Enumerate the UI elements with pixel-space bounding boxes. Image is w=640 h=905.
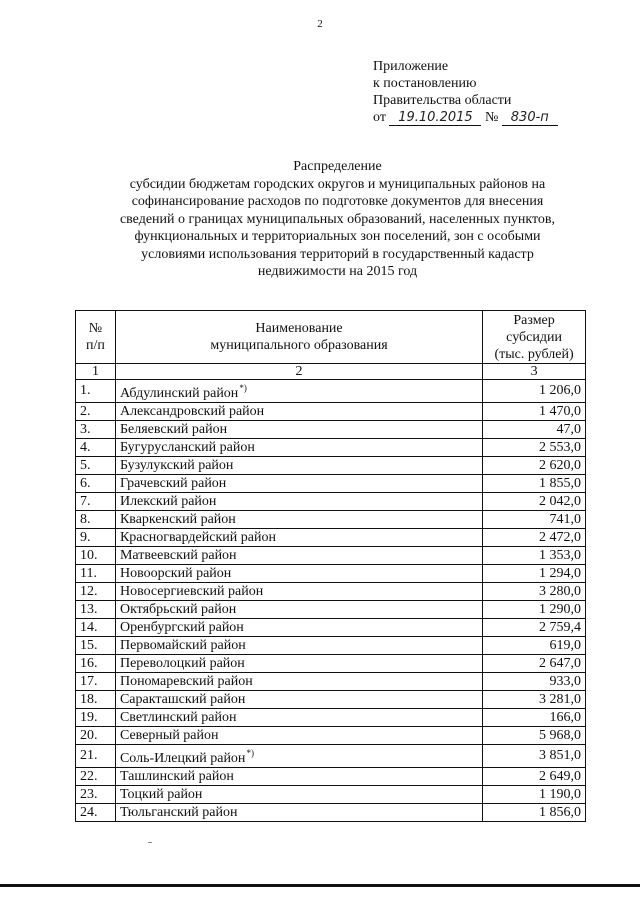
table-row <box>76 493 586 511</box>
row-number: 13. <box>76 601 116 619</box>
title-line: условиями использования территорий в государственный кадастр <box>141 246 534 262</box>
header-number <box>76 311 116 364</box>
page-number: 2 <box>317 18 323 30</box>
row-number: 8. <box>76 511 116 529</box>
row-name-cell <box>115 637 482 655</box>
subsidy-amount: 5 968,0 <box>483 727 586 745</box>
municipality-name: Красногвардейский район <box>119 529 276 545</box>
row-name-cell <box>115 421 482 439</box>
municipality-name: Александровский район <box>119 403 265 419</box>
row-number: 4. <box>76 439 116 457</box>
subsidy-amount: 2 759,4 <box>483 619 586 637</box>
subsidy-amount: 1 294,0 <box>483 565 586 583</box>
municipality-name: Грачевский район <box>119 475 227 491</box>
table-row <box>76 619 586 637</box>
handwritten-number: 830-п <box>502 110 558 126</box>
row-number: 20. <box>76 727 116 745</box>
appendix-block <box>373 58 558 126</box>
row-number: 16. <box>76 655 116 673</box>
subsidy-amount: 619,0 <box>483 637 586 655</box>
footnote-mark: *) <box>246 748 254 758</box>
subsidy-amount: 1 190,0 <box>483 786 586 804</box>
row-number: 11. <box>76 565 116 583</box>
row-name-cell <box>115 601 482 619</box>
handwritten-date: 19.10.2015 <box>389 110 481 126</box>
row-name-cell <box>115 403 482 421</box>
table-row <box>76 768 586 786</box>
row-name-cell <box>115 493 482 511</box>
municipality-name: Северный район <box>119 727 219 743</box>
title-line: софинансирование расходов по подготовке документов для внесения <box>131 194 544 209</box>
row-number: 14. <box>76 619 116 637</box>
row-number: 17. <box>76 673 116 691</box>
subsidy-amount: 1 353,0 <box>483 547 586 565</box>
appendix-date-row <box>373 109 558 126</box>
table-row <box>76 547 586 565</box>
subsidy-amount: 3 281,0 <box>483 691 586 709</box>
subsidy-amount: 1 470,0 <box>483 403 586 421</box>
number-label: № <box>484 110 499 125</box>
from-label: от <box>373 110 386 125</box>
header-number-line2: п/п <box>86 338 105 353</box>
subsidy-amount: 1 206,0 <box>483 380 586 403</box>
appendix-resolution: к постановлению <box>373 76 477 91</box>
table-row <box>76 439 586 457</box>
row-name-cell <box>115 691 482 709</box>
column-number: 2 <box>115 364 482 380</box>
subsidy-amount: 2 042,0 <box>483 493 586 511</box>
municipality-name: Тюльганский район <box>119 804 238 820</box>
municipality-name: Октябрьский район <box>119 601 237 617</box>
row-name-cell <box>115 768 482 786</box>
municipality-name: Саракташский район <box>119 691 246 707</box>
table-row <box>76 727 586 745</box>
subsidy-amount: 3 280,0 <box>483 583 586 601</box>
row-name-cell <box>115 475 482 493</box>
table-header-row <box>76 311 586 364</box>
row-name-cell <box>115 457 482 475</box>
subsidy-amount: 166,0 <box>483 709 586 727</box>
table-row <box>76 457 586 475</box>
header-name <box>115 311 482 364</box>
row-name-cell <box>115 786 482 804</box>
header-amount-line3: (тыс. рублей) <box>494 346 574 362</box>
subsidy-amount: 47,0 <box>483 421 586 439</box>
header-name-line2: муниципального образования <box>210 338 388 353</box>
municipality-name: Оренбургский район <box>119 619 244 635</box>
municipality-name: Светлинский район <box>119 709 237 725</box>
row-number: 15. <box>76 637 116 655</box>
subsidy-amount: 3 851,0 <box>483 745 586 768</box>
table-row <box>76 380 586 403</box>
title-line: Распределение <box>293 159 382 174</box>
table-row <box>76 786 586 804</box>
header-amount-line1: Размер <box>513 312 555 328</box>
row-name-cell <box>115 565 482 583</box>
row-number: 22. <box>76 768 116 786</box>
row-number: 21. <box>76 745 116 768</box>
table-row <box>76 691 586 709</box>
row-name-cell <box>115 745 482 768</box>
appendix-government: Правительства области <box>373 93 512 108</box>
municipality-name: Бугурусланский район <box>119 439 255 455</box>
title-line: недвижимости на 2015 год <box>257 264 418 279</box>
column-number: 1 <box>76 364 116 380</box>
municipality-name: Илекский район <box>119 493 217 509</box>
row-name-cell <box>115 655 482 673</box>
row-name-cell <box>115 673 482 691</box>
row-number: 24. <box>76 804 116 822</box>
header-amount-line2: субсидии <box>506 329 562 345</box>
subsidy-amount: 2 649,0 <box>483 768 586 786</box>
subsidy-amount: 1 855,0 <box>483 475 586 493</box>
subsidy-amount: 2 472,0 <box>483 529 586 547</box>
municipality-name: Соль-Илецкий район <box>119 751 246 766</box>
table-row <box>76 475 586 493</box>
row-name-cell <box>115 511 482 529</box>
municipality-name: Бузулукский район <box>119 457 234 473</box>
row-name-cell <box>115 709 482 727</box>
row-name-cell <box>115 529 482 547</box>
municipality-name: Беляевский район <box>119 421 228 437</box>
row-number: 7. <box>76 493 116 511</box>
municipality-name: Пономаревский район <box>119 673 253 689</box>
row-number: 23. <box>76 786 116 804</box>
municipality-name: Абдулинский район <box>119 386 239 401</box>
subsidy-amount: 933,0 <box>483 673 586 691</box>
table-row <box>76 804 586 822</box>
municipality-name: Новосергиевский район <box>119 583 264 599</box>
scan-speck <box>148 842 152 843</box>
scan-bottom-edge <box>0 884 640 887</box>
footnote-mark: *) <box>239 383 247 393</box>
municipality-name: Кваркенский район <box>119 511 236 527</box>
municipality-name: Матвеевский район <box>119 547 237 563</box>
title-line: функциональных и территориальных зон поселений, зон с особыми <box>134 229 541 244</box>
header-name-line1: Наименование <box>255 321 343 336</box>
municipality-name: Тоцкий район <box>119 786 203 802</box>
table-row <box>76 637 586 655</box>
subsidy-amount: 2 647,0 <box>483 655 586 673</box>
row-name-cell <box>115 380 482 403</box>
row-number: 19. <box>76 709 116 727</box>
table-row <box>76 673 586 691</box>
row-name-cell <box>115 727 482 745</box>
row-name-cell <box>115 583 482 601</box>
table-row <box>76 511 586 529</box>
row-number: 6. <box>76 475 116 493</box>
title-line: субсидии бюджетам городских округов и муниципальных районов на <box>129 176 546 192</box>
column-number: 3 <box>483 364 586 380</box>
table-row <box>76 655 586 673</box>
municipality-name: Новоорский район <box>119 565 232 581</box>
row-number: 2. <box>76 403 116 421</box>
table-row <box>76 403 586 421</box>
table-row <box>76 565 586 583</box>
row-name-cell <box>115 619 482 637</box>
appendix-title: Приложение <box>373 59 449 74</box>
title-line: сведений о границах муниципальных образований, населенных пунктов, <box>119 211 556 227</box>
table-row <box>76 529 586 547</box>
row-name-cell <box>115 804 482 822</box>
table-row <box>76 601 586 619</box>
table-row <box>76 583 586 601</box>
row-number: 12. <box>76 583 116 601</box>
row-number: 10. <box>76 547 116 565</box>
row-number: 5. <box>76 457 116 475</box>
row-name-cell <box>115 547 482 565</box>
subsidy-amount: 1 856,0 <box>483 804 586 822</box>
municipality-name: Ташлинский район <box>119 768 234 784</box>
municipality-name: Первомайский район <box>119 637 246 653</box>
table-row <box>76 709 586 727</box>
subsidy-amount: 2 553,0 <box>483 439 586 457</box>
table-row <box>76 421 586 439</box>
document-title <box>60 158 615 281</box>
row-number: 9. <box>76 529 116 547</box>
subsidy-amount: 741,0 <box>483 511 586 529</box>
row-number: 1. <box>76 380 116 403</box>
row-number: 18. <box>76 691 116 709</box>
row-name-cell <box>115 439 482 457</box>
subsidy-amount: 2 620,0 <box>483 457 586 475</box>
subsidy-table <box>75 310 586 822</box>
table-row <box>76 745 586 768</box>
header-number-line1: № <box>88 321 103 336</box>
row-number: 3. <box>76 421 116 439</box>
subsidy-amount: 1 290,0 <box>483 601 586 619</box>
header-amount <box>483 311 586 364</box>
municipality-name: Переволоцкий район <box>119 655 245 671</box>
column-number-row <box>76 364 586 380</box>
